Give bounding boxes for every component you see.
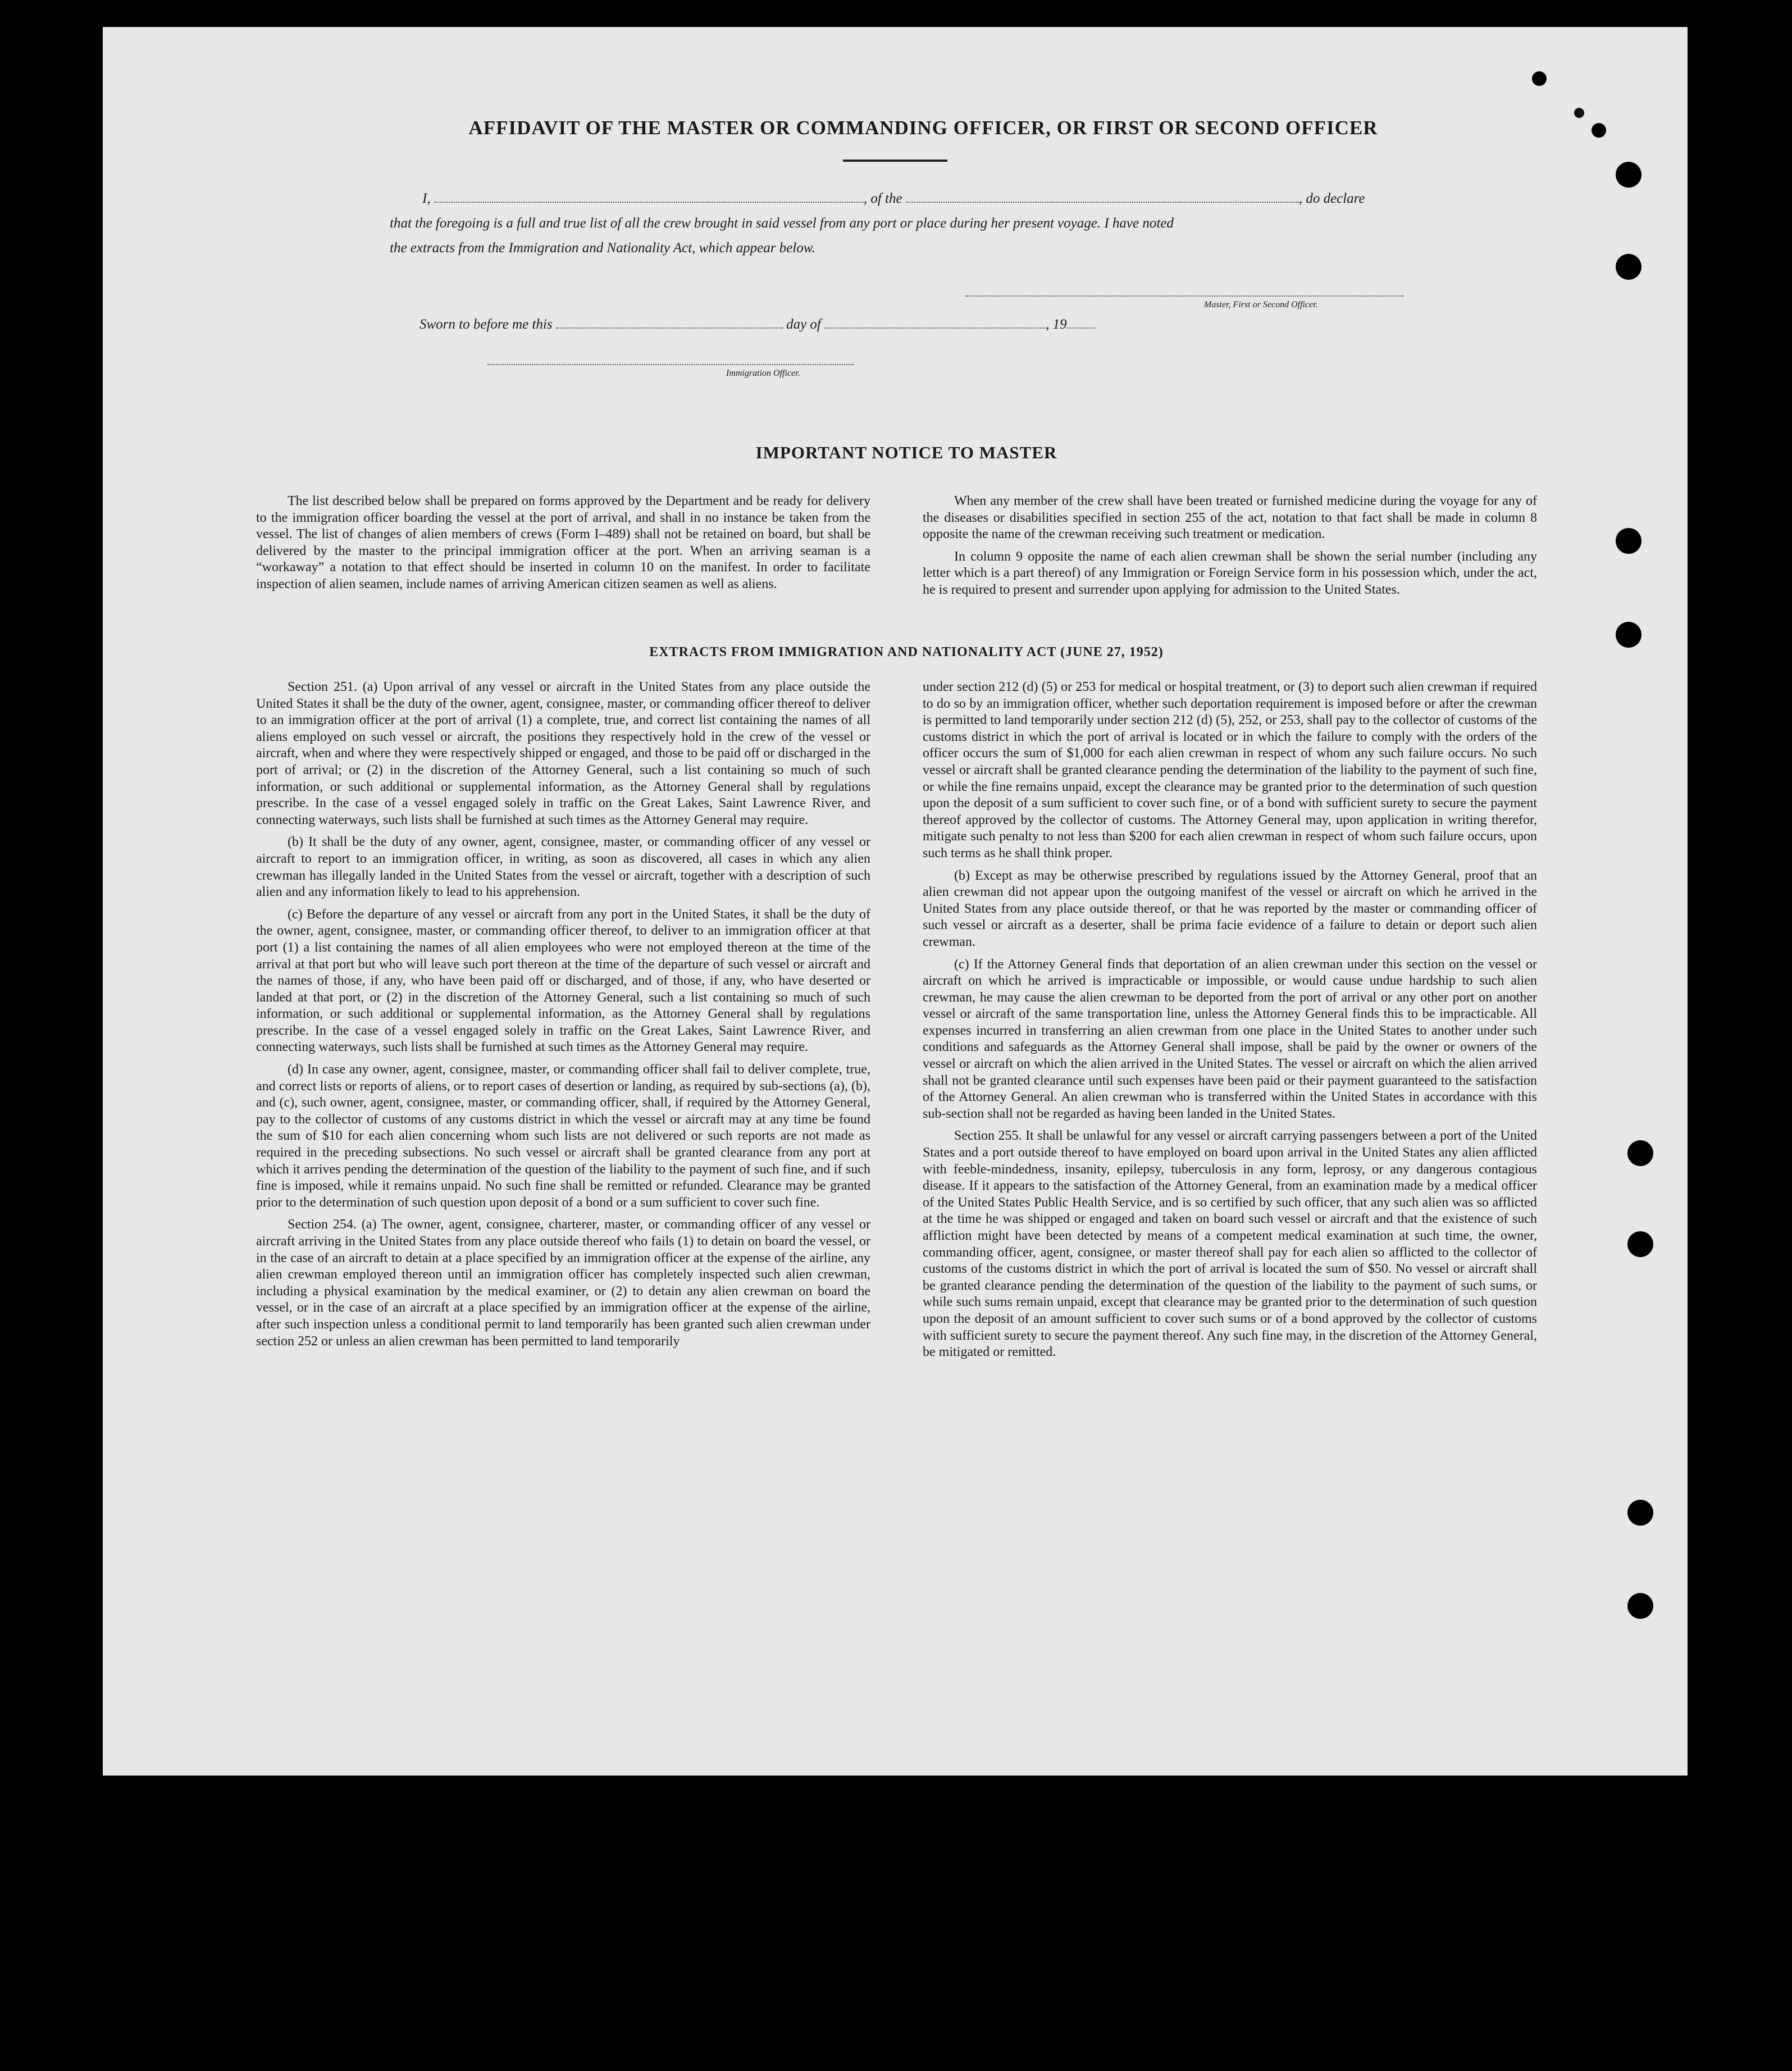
year-label: , 19 [1046, 317, 1067, 332]
section-paragraph: (b) It shall be the duty of any owner, agent, consignee, master, or commanding officer of any vessel or aircraft to report to an immigration officer, in writing, as soon as discovered, all cases in which any alien crewman has illegally landed in the United States from the vessel or aircraft, together with a description of such alien and any information likely to lead to his apprehension. [256, 835, 870, 900]
year-blank[interactable] [1067, 320, 1095, 329]
extracts-right-column [923, 679, 1537, 1361]
punch-hole [1532, 71, 1547, 86]
i-label: I, [422, 191, 431, 206]
punch-hole [1616, 162, 1641, 188]
name-blank[interactable] [434, 194, 864, 203]
declarant-line [422, 191, 1365, 207]
sworn-label: Sworn to before me this [419, 317, 553, 332]
notice-paragraph: When any member of the crew shall have been treated or furnished medicine during the voyage for any of the diseases or disabilities specified in section 255 of the act, notation to that fact shall be made in column 8 opposite the name of the crewman receiving such treatment or medication. [923, 494, 1537, 542]
of-the-label: , of the [863, 191, 902, 206]
affidavit-title: AFFIDAVIT OF THE MASTER OR COMMANDING OFFICER, OR FIRST OR SECOND OFFICER [468, 117, 1378, 139]
section-paragraph: (d) In case any owner, agent, consignee, master, or commanding officer shall fail to deliver complete, true, and correct lists or reports of aliens, or to report cases of desertion or landing, as required by sub-sections (a), (b), and (c), such owner, agent, consignee, master, or commanding officer, shall, if required by the Attorney General, pay to the collector of customs of any customs district in which the vessel or aircraft may at any time be found the sum of $10 for each alien concerning whom such lists are not delivered or such reports are not made as required in the preceding subsections. No such vessel or aircraft shall be granted clearance from any port at which it arrives pending the determination of the question of the liability to the payment of such fine, and if such fine is imposed, while it remains unpaid. No such fine shall be remitted or refunded. Clearance may be granted prior to the determination of such question upon deposit of a bond or a sum sufficient to cover such fine. [256, 1062, 870, 1210]
sworn-line [419, 317, 1095, 333]
punch-hole [1592, 123, 1606, 138]
extracts-left-column [256, 679, 870, 1350]
month-blank[interactable] [824, 320, 1046, 329]
title-rule [843, 160, 947, 162]
immigration-signature-line[interactable] [487, 364, 854, 365]
section-paragraph: (c) If the Attorney General finds that deportation of an alien crewman under this section on the vessel or aircraft on which he arrived is impracticable or impossible, or would cause undue hardship to such alien crewman, he may cause the alien crewman to be deported from the port of arrival or any other port on another vessel or aircraft of the same transportation line, unless the Attorney General finds this to be impracticable. All expenses incurred in transferring an alien crewman from one place in the United States to another under such conditions and safeguards as the Attorney General shall impose, shall be paid by the owner or owners of the vessel or aircraft on which the alien arrived in the United States. The vessel or aircraft on which the alien arrived shall not be granted clearance until such expenses have been paid or their payment guaranteed to the satisfaction of the Attorney General. An alien crewman who is transferred within the United States in accordance with this sub-section shall not be regarded as having been landed in the United States. [923, 957, 1537, 1121]
master-signature-caption: Master, First or Second Officer. [1204, 300, 1318, 309]
declaration-line-2: the extracts from the Immigration and Nationality Act, which appear below. [390, 240, 815, 256]
punch-hole [1627, 1231, 1653, 1257]
day-of-label: day of [786, 317, 821, 332]
notice-paragraph: In column 9 opposite the name of each alien crewman shall be shown the serial number (including any letter which is a part thereof) of any Immigration or Foreign Service form in his possession which, under the act, he is required to present and surrender upon applying for admission to the United States. [923, 549, 1537, 597]
punch-hole [1627, 1140, 1653, 1166]
notice-right-column [923, 493, 1537, 599]
section-paragraph: under section 212 (d) (5) or 253 for medical or hospital treatment, or (3) to deport such alien crewman if required to do so by an immigration officer, whether such deportation requirement is imposed before or after the crewman is permitted to land temporarily under section 212 (d) (5), 252, or 253, shall pay to the collector of customs of the customs district in which the port of arrival is located or in which the failure to comply with the orders of the officer occurs the sum of $1,000 for each alien crewman in respect of whom any such failure occurs. No such vessel or aircraft shall be granted clearance pending the determination of the liability to the payment of such fine, or while the fine remains unpaid, except the clearance may be granted prior to the determination of such question upon the deposit of a sum sufficient to cover such fine, or of a bond with sufficient surety to secure the payment thereof approved by the collector of customs. The Attorney General may, upon application in writing therefor, mitigate such penalty to not less than $200 for each alien crewman in respect of whom such failure occurs, upon such terms as he shall think proper. [923, 680, 1537, 861]
section-paragraph: Section 254. (a) The owner, agent, consignee, charterer, master, or commanding officer of any vessel or aircraft arriving in the United States from any place outside thereof who fails (1) to detain on board the vessel, or in the case of an aircraft to detain at a place specified by an immigration officer at the expense of the airline, any alien crewman employed thereon until an immigration officer has completely inspected such alien crewman, including a physical examination by the medical examiner, or (2) to detain any alien crewman on board the vessel, or in the case of an aircraft at a place specified by an immigration officer at the expense of the airline, after such inspection unless a conditional permit to land temporarily has been granted such alien crewman under section 252 or unless an alien crewman has been permitted to land temporarily [256, 1217, 870, 1349]
section-paragraph: Section 255. It shall be unlawful for any vessel or aircraft carrying passengers between a port of the United States and a port outside thereof to have employed on board upon arrival in the United States any alien afflicted with feeble-mindedness, insanity, epilepsy, tuberculosis in any form, leprosy, or any dangerous contagious disease. If it appears to the satisfaction of the Attorney General, from an examination made by a medical officer of the United States Public Health Service, and is so certified by such officer, that any such alien was so afflicted at the time he was shipped or engaged and taken on board such vessel or aircraft and that the existence of such affliction might have been detected by means of a competent medical examination at such time, the owner, commanding officer, agent, consignee, or master thereof shall pay for each alien so afflicted to the collector of customs of the customs district in which the port of arrival is located the sum of $50. No vessel or aircraft shall be granted clearance pending the determination of the question of the liability to the payment of such sums, or while such sums remain unpaid, except that clearance may be granted prior to the determination of such question upon the deposit of an amount sufficient to cover such sums or of a bond approved by the collector of customs with sufficient surety to secure the payment thereof. Any such fine may, in the discretion of the Attorney General, be mitigated or remitted. [923, 1128, 1537, 1360]
section-paragraph: (c) Before the departure of any vessel or aircraft from any port in the United States, it shall be the duty of the owner, agent, consignee, master, or commanding officer thereof, to deliver to an immigration officer at that port (1) a list containing the names of all alien employees who were not employed thereon at the time of the arrival at that port but who will leave such port thereon at the time of the departure of such vessel or aircraft and the names of those, if any, who have been paid off or discharged, and of those, if any, who have deserted or landed at that port, or (2) in the discretion of the Attorney General, such a list containing so much of such information, or such additional or supplemental information, as the Attorney General shall by regulations prescribe. In the case of a vessel engaged solely in traffic on the Great Lakes, Saint Lawrence River, and connecting waterways, such lists shall be furnished at such times as the Attorney General may require. [256, 907, 870, 1055]
declaration-line-1: that the foregoing is a full and true list of all the crew brought in said vessel from any port or place during her present voyage. I have noted [390, 216, 1174, 231]
punch-hole [1616, 528, 1641, 554]
ink-mark [1574, 108, 1584, 118]
section-paragraph: (b) Except as may be otherwise prescribed by regulations issued by the Attorney General, proof that an alien crewman did not appear upon the outgoing manifest of the vessel or aircraft on which he arrived in the United States from any place outside thereof, or that he was reported by the master or commanding officer of such vessel or aircraft as a deserter, shall be prima facie evidence of a failure to detain or deport such alien crewman. [923, 868, 1537, 949]
punch-hole [1627, 1593, 1653, 1619]
extracts-title: EXTRACTS FROM IMMIGRATION AND NATIONALITY ACT (JUNE 27, 1952) [649, 645, 1164, 659]
document-page [103, 27, 1688, 1776]
notice-left-column [256, 493, 870, 593]
notice-paragraph: The list described below shall be prepared on forms approved by the Department and be ready for delivery to the immigration officer boarding the vessel at the port of arrival, and shall in no instance be taken from the vessel. The list of changes of alien members of crews (Form I–489) shall not be retained on board, but shall be delivered by the master to the principal immigration officer at the port. When an arriving seaman is a “workaway” a notation to that effect should be inserted in column 10 on the manifest. In order to facilitate inspection of alien seamen, include names of arriving American citizen seamen as well as aliens. [256, 494, 870, 591]
master-signature-line[interactable] [965, 295, 1403, 297]
punch-hole [1627, 1500, 1653, 1526]
day-blank[interactable] [556, 320, 783, 329]
punch-hole [1616, 254, 1641, 280]
immigration-signature-caption: Immigration Officer. [726, 368, 800, 378]
vessel-blank[interactable] [906, 194, 1299, 203]
notice-title: IMPORTANT NOTICE TO MASTER [755, 443, 1057, 462]
do-declare-label: , do declare [1298, 191, 1365, 206]
section-paragraph: Section 251. (a) Upon arrival of any vessel or aircraft in the United States from any place outside the United States it shall be the duty of the owner, agent, consignee, master, or commanding officer thereof to deliver to an immigration officer at the port of arrival (1) a complete, true, and correct list containing the names of all aliens employed on such vessel or aircraft, the positions they respectively hold in the crew of the vessel or aircraft, when and where they were respectively shipped or engaged, and those to be paid off or discharged in the port of arrival; or (2) in the discretion of the Attorney General, such a list containing so much of such information, or such additional or supplemental information, as the Attorney General shall by regulations prescribe. In the case of a vessel engaged solely in traffic on the Great Lakes, Saint Lawrence River, and connecting waterways, such lists shall be furnished at such times as the Attorney General may require. [256, 680, 870, 827]
punch-hole [1616, 622, 1641, 648]
